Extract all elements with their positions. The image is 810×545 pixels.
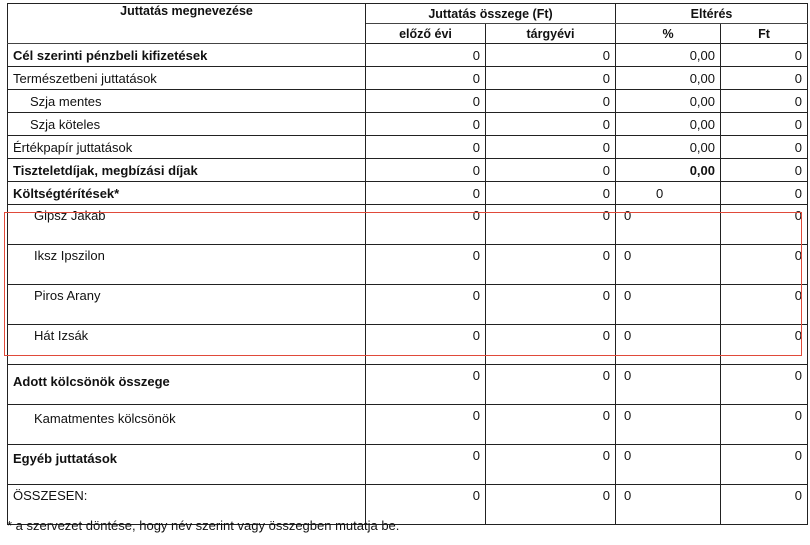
cell-previous-year: 0 — [366, 90, 486, 113]
header-name-column: Juttatás megnevezése — [8, 4, 366, 44]
cell-ft: 0 — [721, 67, 808, 90]
cell-percent: 0 — [616, 445, 721, 485]
table-row — [8, 159, 808, 182]
cell-percent: 0 — [616, 182, 721, 205]
cell-previous-year: 0 — [366, 44, 486, 67]
benefits-table — [7, 3, 808, 525]
cell-current-year: 0 — [486, 182, 616, 205]
cell-percent: 0,00 — [616, 90, 721, 113]
cell-previous-year: 0 — [366, 325, 486, 365]
cell-current-year: 0 — [486, 67, 616, 90]
cell-current-year: 0 — [486, 365, 616, 405]
header-difference-group: Eltérés — [616, 4, 808, 24]
cell-percent: 0,00 — [616, 44, 721, 67]
cell-ft: 0 — [721, 182, 808, 205]
row-label: Értékpapír juttatások — [8, 136, 366, 159]
cell-previous-year: 0 — [366, 285, 486, 325]
header-percent: % — [616, 24, 721, 44]
cell-current-year: 0 — [486, 113, 616, 136]
row-label: ÖSSZESEN: — [8, 485, 366, 525]
row-label: Tiszteletdíjak, megbízási díjak — [8, 159, 366, 182]
table-row — [8, 365, 808, 405]
cell-percent: 0 — [616, 205, 721, 245]
cell-ft: 0 — [721, 485, 808, 525]
row-label: Szja köteles — [8, 113, 366, 136]
cell-current-year: 0 — [486, 44, 616, 67]
cell-ft: 0 — [721, 136, 808, 159]
table-row — [8, 405, 808, 445]
header-current-year: tárgyévi — [486, 24, 616, 44]
cell-ft: 0 — [721, 113, 808, 136]
cell-percent: 0 — [616, 485, 721, 525]
row-label: Piros Arany — [8, 285, 366, 325]
cell-percent: 0 — [616, 325, 721, 365]
row-label: Hát Izsák — [8, 325, 366, 365]
cell-ft: 0 — [721, 205, 808, 245]
cell-ft: 0 — [721, 90, 808, 113]
table-row — [8, 44, 808, 67]
row-label: Gipsz Jakab — [8, 205, 366, 245]
cell-ft: 0 — [721, 44, 808, 67]
header-row-groups — [8, 4, 808, 24]
cell-ft: 0 — [721, 445, 808, 485]
table-row — [8, 113, 808, 136]
cell-percent: 0 — [616, 405, 721, 445]
row-label: Természetbeni juttatások — [8, 67, 366, 90]
row-label: Adott kölcsönök összege — [8, 365, 366, 405]
cell-percent: 0,00 — [616, 159, 721, 182]
cell-current-year: 0 — [486, 245, 616, 285]
header-previous-year: előző évi — [366, 24, 486, 44]
cell-previous-year: 0 — [366, 113, 486, 136]
cell-current-year: 0 — [486, 445, 616, 485]
header-amount-group: Juttatás összege (Ft) — [366, 4, 616, 24]
cell-ft: 0 — [721, 285, 808, 325]
cell-current-year: 0 — [486, 485, 616, 525]
cell-previous-year: 0 — [366, 365, 486, 405]
cell-previous-year: 0 — [366, 136, 486, 159]
table-row — [8, 136, 808, 159]
cell-previous-year: 0 — [366, 67, 486, 90]
cell-previous-year: 0 — [366, 485, 486, 525]
table-row — [8, 245, 808, 285]
cell-current-year: 0 — [486, 405, 616, 445]
header-ft: Ft — [721, 24, 808, 44]
cell-ft: 0 — [721, 325, 808, 365]
cell-current-year: 0 — [486, 136, 616, 159]
cell-percent: 0,00 — [616, 136, 721, 159]
cell-percent: 0 — [616, 245, 721, 285]
footnote: * a szervezet döntése, hogy név szerint vagy összegben mutatja be. — [7, 518, 400, 533]
cell-current-year: 0 — [486, 325, 616, 365]
cell-previous-year: 0 — [366, 405, 486, 445]
row-label: Cél szerinti pénzbeli kifizetések — [8, 44, 366, 67]
cell-percent: 0 — [616, 285, 721, 325]
cell-ft: 0 — [721, 365, 808, 405]
cell-current-year: 0 — [486, 205, 616, 245]
cell-current-year: 0 — [486, 159, 616, 182]
table-row — [8, 182, 808, 205]
cell-percent: 0,00 — [616, 113, 721, 136]
row-label: Egyéb juttatások — [8, 445, 366, 485]
cell-previous-year: 0 — [366, 205, 486, 245]
cell-previous-year: 0 — [366, 245, 486, 285]
table-row — [8, 285, 808, 325]
table-row — [8, 67, 808, 90]
cell-previous-year: 0 — [366, 159, 486, 182]
row-label: Iksz Ipszilon — [8, 245, 366, 285]
cell-ft: 0 — [721, 159, 808, 182]
row-label: Szja mentes — [8, 90, 366, 113]
table-row — [8, 325, 808, 365]
cell-previous-year: 0 — [366, 445, 486, 485]
table-row — [8, 445, 808, 485]
row-label: Költségtérítések* — [8, 182, 366, 205]
cell-previous-year: 0 — [366, 182, 486, 205]
cell-ft: 0 — [721, 245, 808, 285]
cell-current-year: 0 — [486, 285, 616, 325]
row-label: Kamatmentes kölcsönök — [8, 405, 366, 445]
cell-current-year: 0 — [486, 90, 616, 113]
cell-percent: 0 — [616, 365, 721, 405]
cell-ft: 0 — [721, 405, 808, 445]
table-row — [8, 205, 808, 245]
cell-percent: 0,00 — [616, 67, 721, 90]
table-row — [8, 90, 808, 113]
